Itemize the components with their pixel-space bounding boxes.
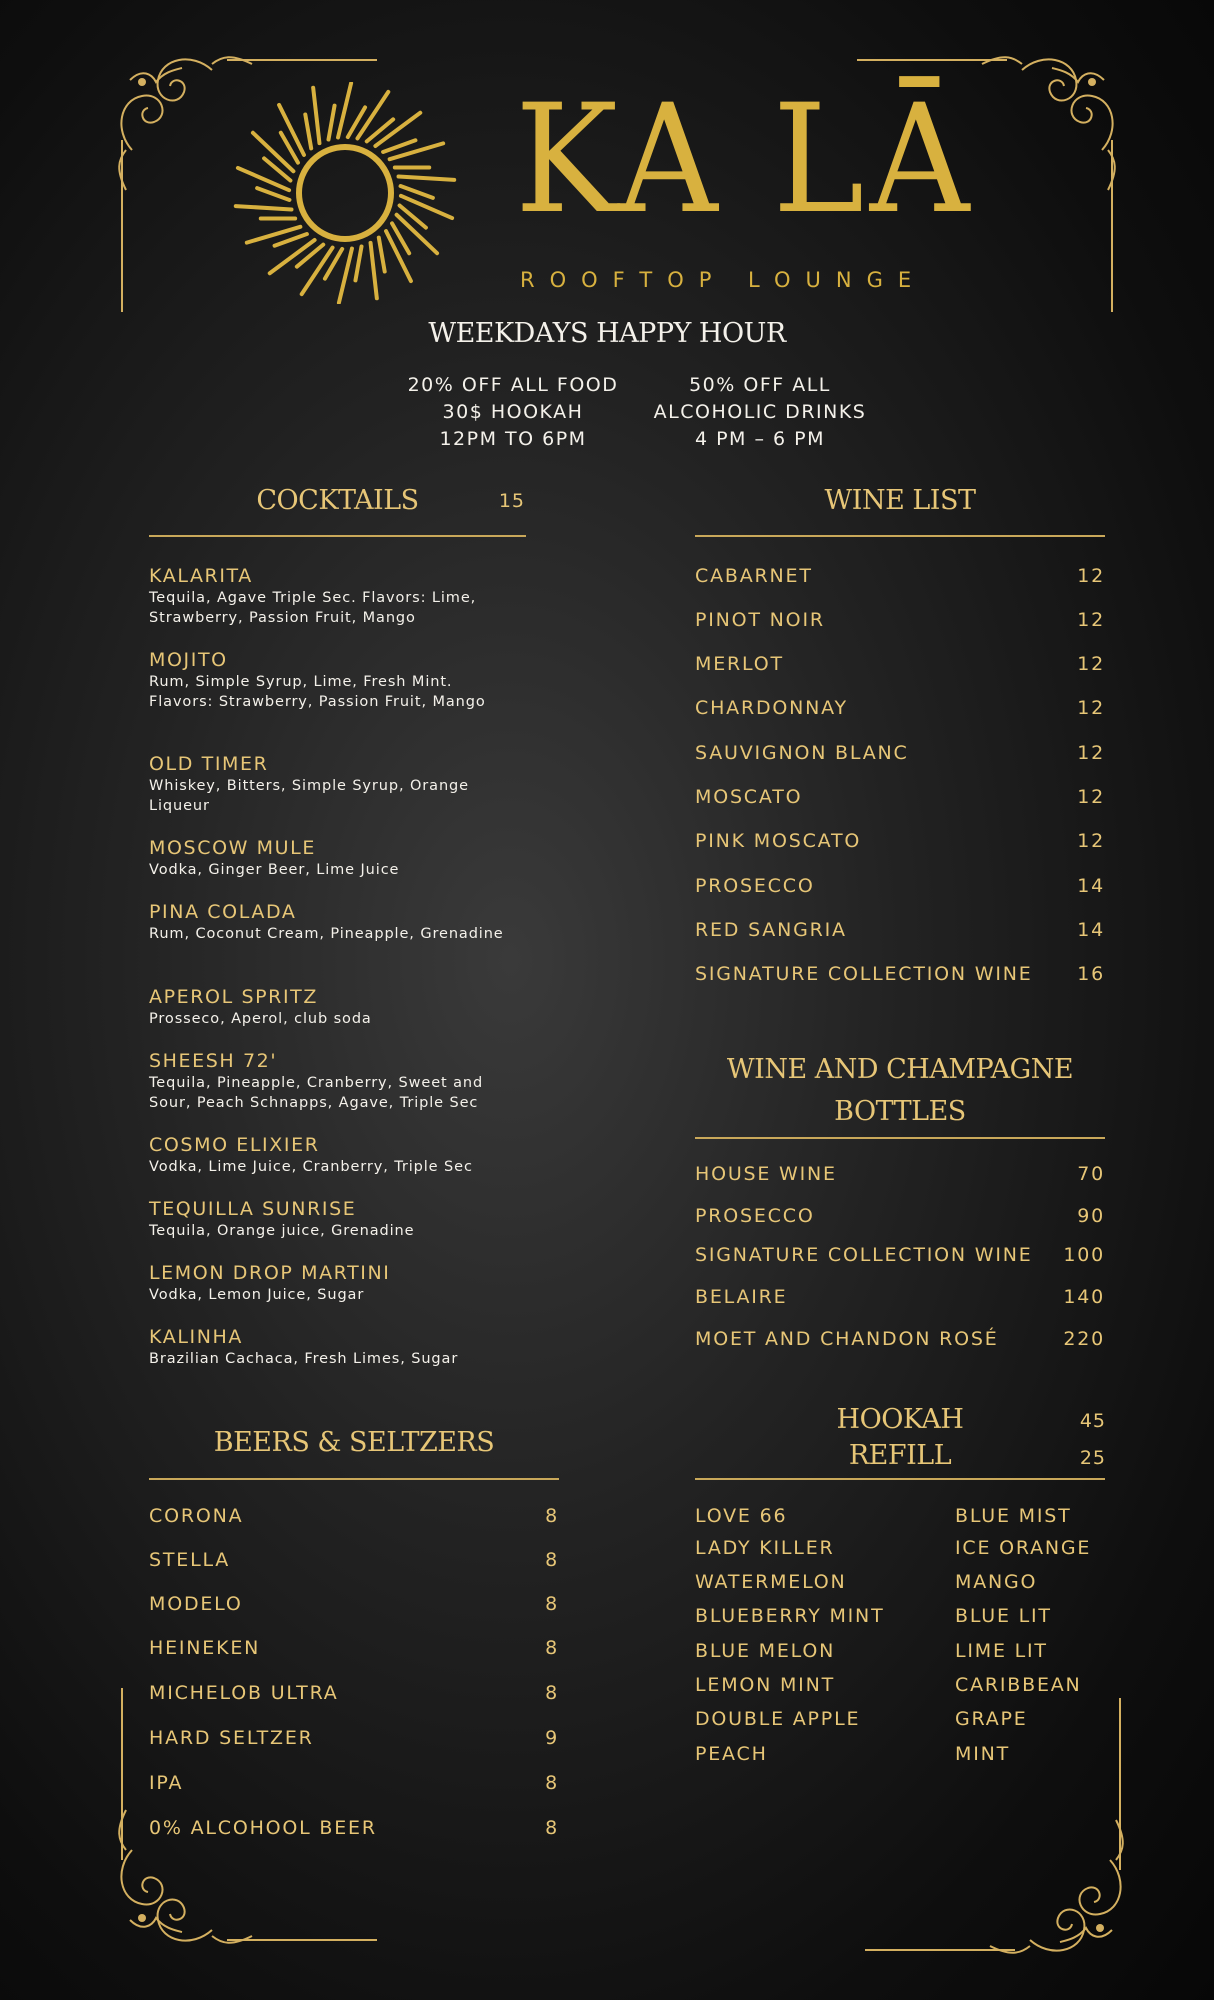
cocktail-name: KALINHA [149,1326,244,1348]
cocktail-desc: Tequila, Pineapple, Cranberry, Sweet and Sour, Peach Schnapps, Agave, Triple Sec [149,1075,484,1111]
sun-ray [371,243,377,298]
beer-row [149,1634,559,1662]
sun-ray [313,88,319,143]
wine-list-title: WINE LIST [824,485,976,516]
happy-hour-drinks [640,372,880,453]
sun-ray [329,106,335,140]
cocktails-price: 15 [498,490,525,512]
sun-logo-icon [230,82,460,304]
beer-name: IPA [149,1772,184,1794]
cocktail-item [149,1133,509,1177]
cocktail-item [149,648,509,712]
happy-hour-line: 30$ HOOKAH [442,401,584,423]
bottles-title-text: WINE AND CHAMPAGNE BOTTLES [726,1054,1074,1127]
happy-hour-line: 12PM TO 6PM [439,428,587,450]
wine-name: MOSCATO [695,786,803,808]
beer-row [149,1679,559,1707]
wine-price: 12 [1077,609,1105,631]
wine-price: 12 [1077,742,1105,764]
cocktail-name: OLD TIMER [149,753,269,775]
happy-hour-title: WEEKDAYS HAPPY HOUR [428,318,786,349]
cocktail-desc: Prosseco, Aperol, club soda [149,1011,372,1027]
beer-name: STELLA [149,1549,231,1571]
hookah-flavor: LOVE 66 [695,1505,788,1527]
bottle-name: SIGNATURE COLLECTION WINE [695,1244,1033,1266]
wine-name: MERLOT [695,653,784,675]
hookah-flavor: PEACH [695,1743,768,1765]
beers-divider [149,1478,559,1480]
cocktail-desc: Brazilian Cachaca, Fresh Limes, Sugar [149,1351,459,1367]
beers-title: BEERS & SELTZERS [213,1427,495,1458]
hookah-price: 45 [1079,1410,1106,1432]
beer-name: MODELO [149,1593,243,1615]
wine-row [695,872,1105,900]
beer-row [149,1769,559,1797]
wine-price: 12 [1077,697,1105,719]
beer-price: 8 [545,1772,559,1794]
wine-price: 14 [1077,919,1105,941]
cocktail-name: KALARITA [149,565,253,587]
wine-name: PINOT NOIR [695,609,825,631]
wine-row [695,739,1105,767]
bottle-row [695,1241,1105,1269]
sun-ray [355,247,361,281]
bottle-row [695,1325,1105,1353]
cocktail-item [149,836,509,880]
hookah-flavor: LADY KILLER [695,1537,835,1559]
hookah-flavor: WATERMELON [695,1571,847,1593]
bottle-price: 90 [1077,1205,1105,1227]
beer-name: 0% ALCOHOOL BEER [149,1817,377,1839]
cocktail-name: PINA COLADA [149,901,297,923]
happy-hour-line: 4 PM – 6 PM [694,428,826,450]
cocktail-desc: Tequila, Agave Triple Sec. Flavors: Lime, Strawberry, Passion Fruit, Mango [149,590,477,626]
wine-name: CABARNET [695,565,813,587]
hookah-flavor: BLUEBERRY MINT [695,1605,885,1627]
cocktails-title: COCKTAILS [256,485,419,516]
cocktail-desc: Whiskey, Bitters, Simple Syrup, Orange Liqueur [149,778,469,814]
wine-name: CHARDONNAY [695,697,848,719]
wine-price: 12 [1077,565,1105,587]
wine-row [695,694,1105,722]
beer-price: 8 [545,1817,559,1839]
cocktail-desc: Rum, Simple Syrup, Lime, Fresh Mint. Flavors: Strawberry, Passion Fruit, Mango [149,674,486,710]
beer-row [149,1724,559,1752]
sun-ray [399,177,455,180]
beer-price: 8 [545,1549,559,1571]
hookah-flavor: MANGO [955,1571,1038,1593]
cocktail-item [149,900,509,944]
wine-row [695,562,1105,590]
wine-row [695,827,1105,855]
cocktail-item [149,1325,509,1369]
hookah-flavor: GRAPE [955,1708,1028,1730]
cocktail-desc: Vodka, Lemon Juice, Sugar [149,1287,365,1303]
wine-name: PINK MOSCATO [695,830,862,852]
hookah-flavor: BLUE LIT [955,1605,1052,1627]
wine-row [695,650,1105,678]
sun-ray [338,83,351,137]
happy-hour-line: 20% OFF ALL FOOD [407,374,619,396]
wine-name: SAUVIGNON BLANC [695,742,909,764]
beer-name: MICHELOB ULTRA [149,1682,339,1704]
hookah-flavor: ICE ORANGE [955,1537,1092,1559]
bottle-price: 70 [1077,1163,1105,1185]
cocktail-item [149,1197,509,1241]
bottle-row [695,1160,1105,1188]
wine-price: 16 [1077,963,1105,985]
bottle-name: HOUSE WINE [695,1163,837,1185]
cocktails-divider [149,535,526,537]
bottle-price: 220 [1063,1328,1105,1350]
cocktail-name: APEROL SPRITZ [149,986,318,1008]
bottle-price: 100 [1063,1244,1105,1266]
wine-price: 12 [1077,653,1105,675]
cocktail-name: MOSCOW MULE [149,837,316,859]
beer-row [149,1590,559,1618]
cocktail-name: TEQUILLA SUNRISE [149,1198,357,1220]
sun-ray [339,249,352,303]
cocktail-item [149,1049,509,1113]
hookah-title: HOOKAH [836,1404,964,1435]
bottle-name: MOET AND CHANDON ROSÉ [695,1328,999,1350]
wine-name: SIGNATURE COLLECTION WINE [695,963,1033,985]
beer-price: 8 [545,1637,559,1659]
cocktail-desc: Tequila, Orange juice, Grenadine [149,1223,415,1239]
cocktail-name: SHEESH 72' [149,1050,278,1072]
hookah-flavor: MINT [955,1743,1011,1765]
beer-name: HARD SELTZER [149,1727,314,1749]
beer-row [149,1546,559,1574]
beer-name: HEINEKEN [149,1637,261,1659]
beer-row [149,1814,559,1842]
wine-price: 12 [1077,830,1105,852]
sun-ray [264,158,290,180]
sun-ray [400,205,426,227]
sun-ray [379,238,385,272]
cocktail-desc: Vodka, Lime Juice, Cranberry, Triple Sec [149,1159,473,1175]
hookah-flavor: CARIBBEAN [955,1674,1082,1696]
cocktail-item [149,564,509,628]
cocktail-name: LEMON DROP MARTINI [149,1262,391,1284]
wine-name: RED SANGRIA [695,919,847,941]
sun-ray [383,140,415,152]
cocktail-item [149,1261,509,1305]
happy-hour-food [393,372,633,453]
beer-name: CORONA [149,1505,244,1527]
happy-hour-line: ALCOHOLIC DRINKS [653,401,867,423]
beer-price: 8 [545,1682,559,1704]
hookah-flavor: BLUE MELON [695,1640,836,1662]
bottle-price: 140 [1063,1286,1105,1308]
brand-subtitle: ROOFTOP LOUNGE [520,268,927,292]
bottle-name: PROSECCO [695,1205,815,1227]
wine-price: 12 [1077,786,1105,808]
cocktail-item [149,752,509,816]
hookah-refill-title: REFILL [848,1440,952,1471]
wine-row [695,916,1105,944]
wine-name: PROSECCO [695,875,815,897]
wine-row [695,960,1105,988]
sun-ray [275,234,307,246]
cocktail-desc: Rum, Coconut Cream, Pineapple, Grenadine [149,926,504,942]
beer-price: 8 [545,1505,559,1527]
wine-list-divider [695,535,1105,537]
happy-hour-line: 50% OFF ALL [689,374,831,396]
bottle-row [695,1283,1105,1311]
wine-price: 14 [1077,875,1105,897]
beer-price: 8 [545,1593,559,1615]
bottles-title [695,1049,1105,1133]
wine-row [695,783,1105,811]
hookah-divider [695,1478,1105,1480]
bottles-divider [695,1137,1105,1139]
beer-row [149,1502,559,1530]
sun-core [299,147,391,239]
hookah-flavor: DOUBLE APPLE [695,1708,861,1730]
hookah-flavor: LEMON MINT [695,1674,836,1696]
cocktail-desc: Vodka, Ginger Beer, Lime Juice [149,862,400,878]
bottle-name: BELAIRE [695,1286,788,1308]
cocktail-name: COSMO ELIXIER [149,1134,320,1156]
cocktail-name: MOJITO [149,649,228,671]
sun-ray [305,114,311,148]
hookah-flavor: LIME LIT [955,1640,1048,1662]
wine-row [695,606,1105,634]
sun-ray [236,206,292,209]
beer-price: 9 [545,1727,559,1749]
bottle-row [695,1202,1105,1230]
hookah-flavor: BLUE MIST [955,1505,1072,1527]
cocktail-item [149,985,509,1029]
hookah-refill-price: 25 [1079,1447,1106,1469]
brand-name: KA LĀ [515,73,975,247]
corner-ornament-bottom-right [850,1690,1130,1960]
